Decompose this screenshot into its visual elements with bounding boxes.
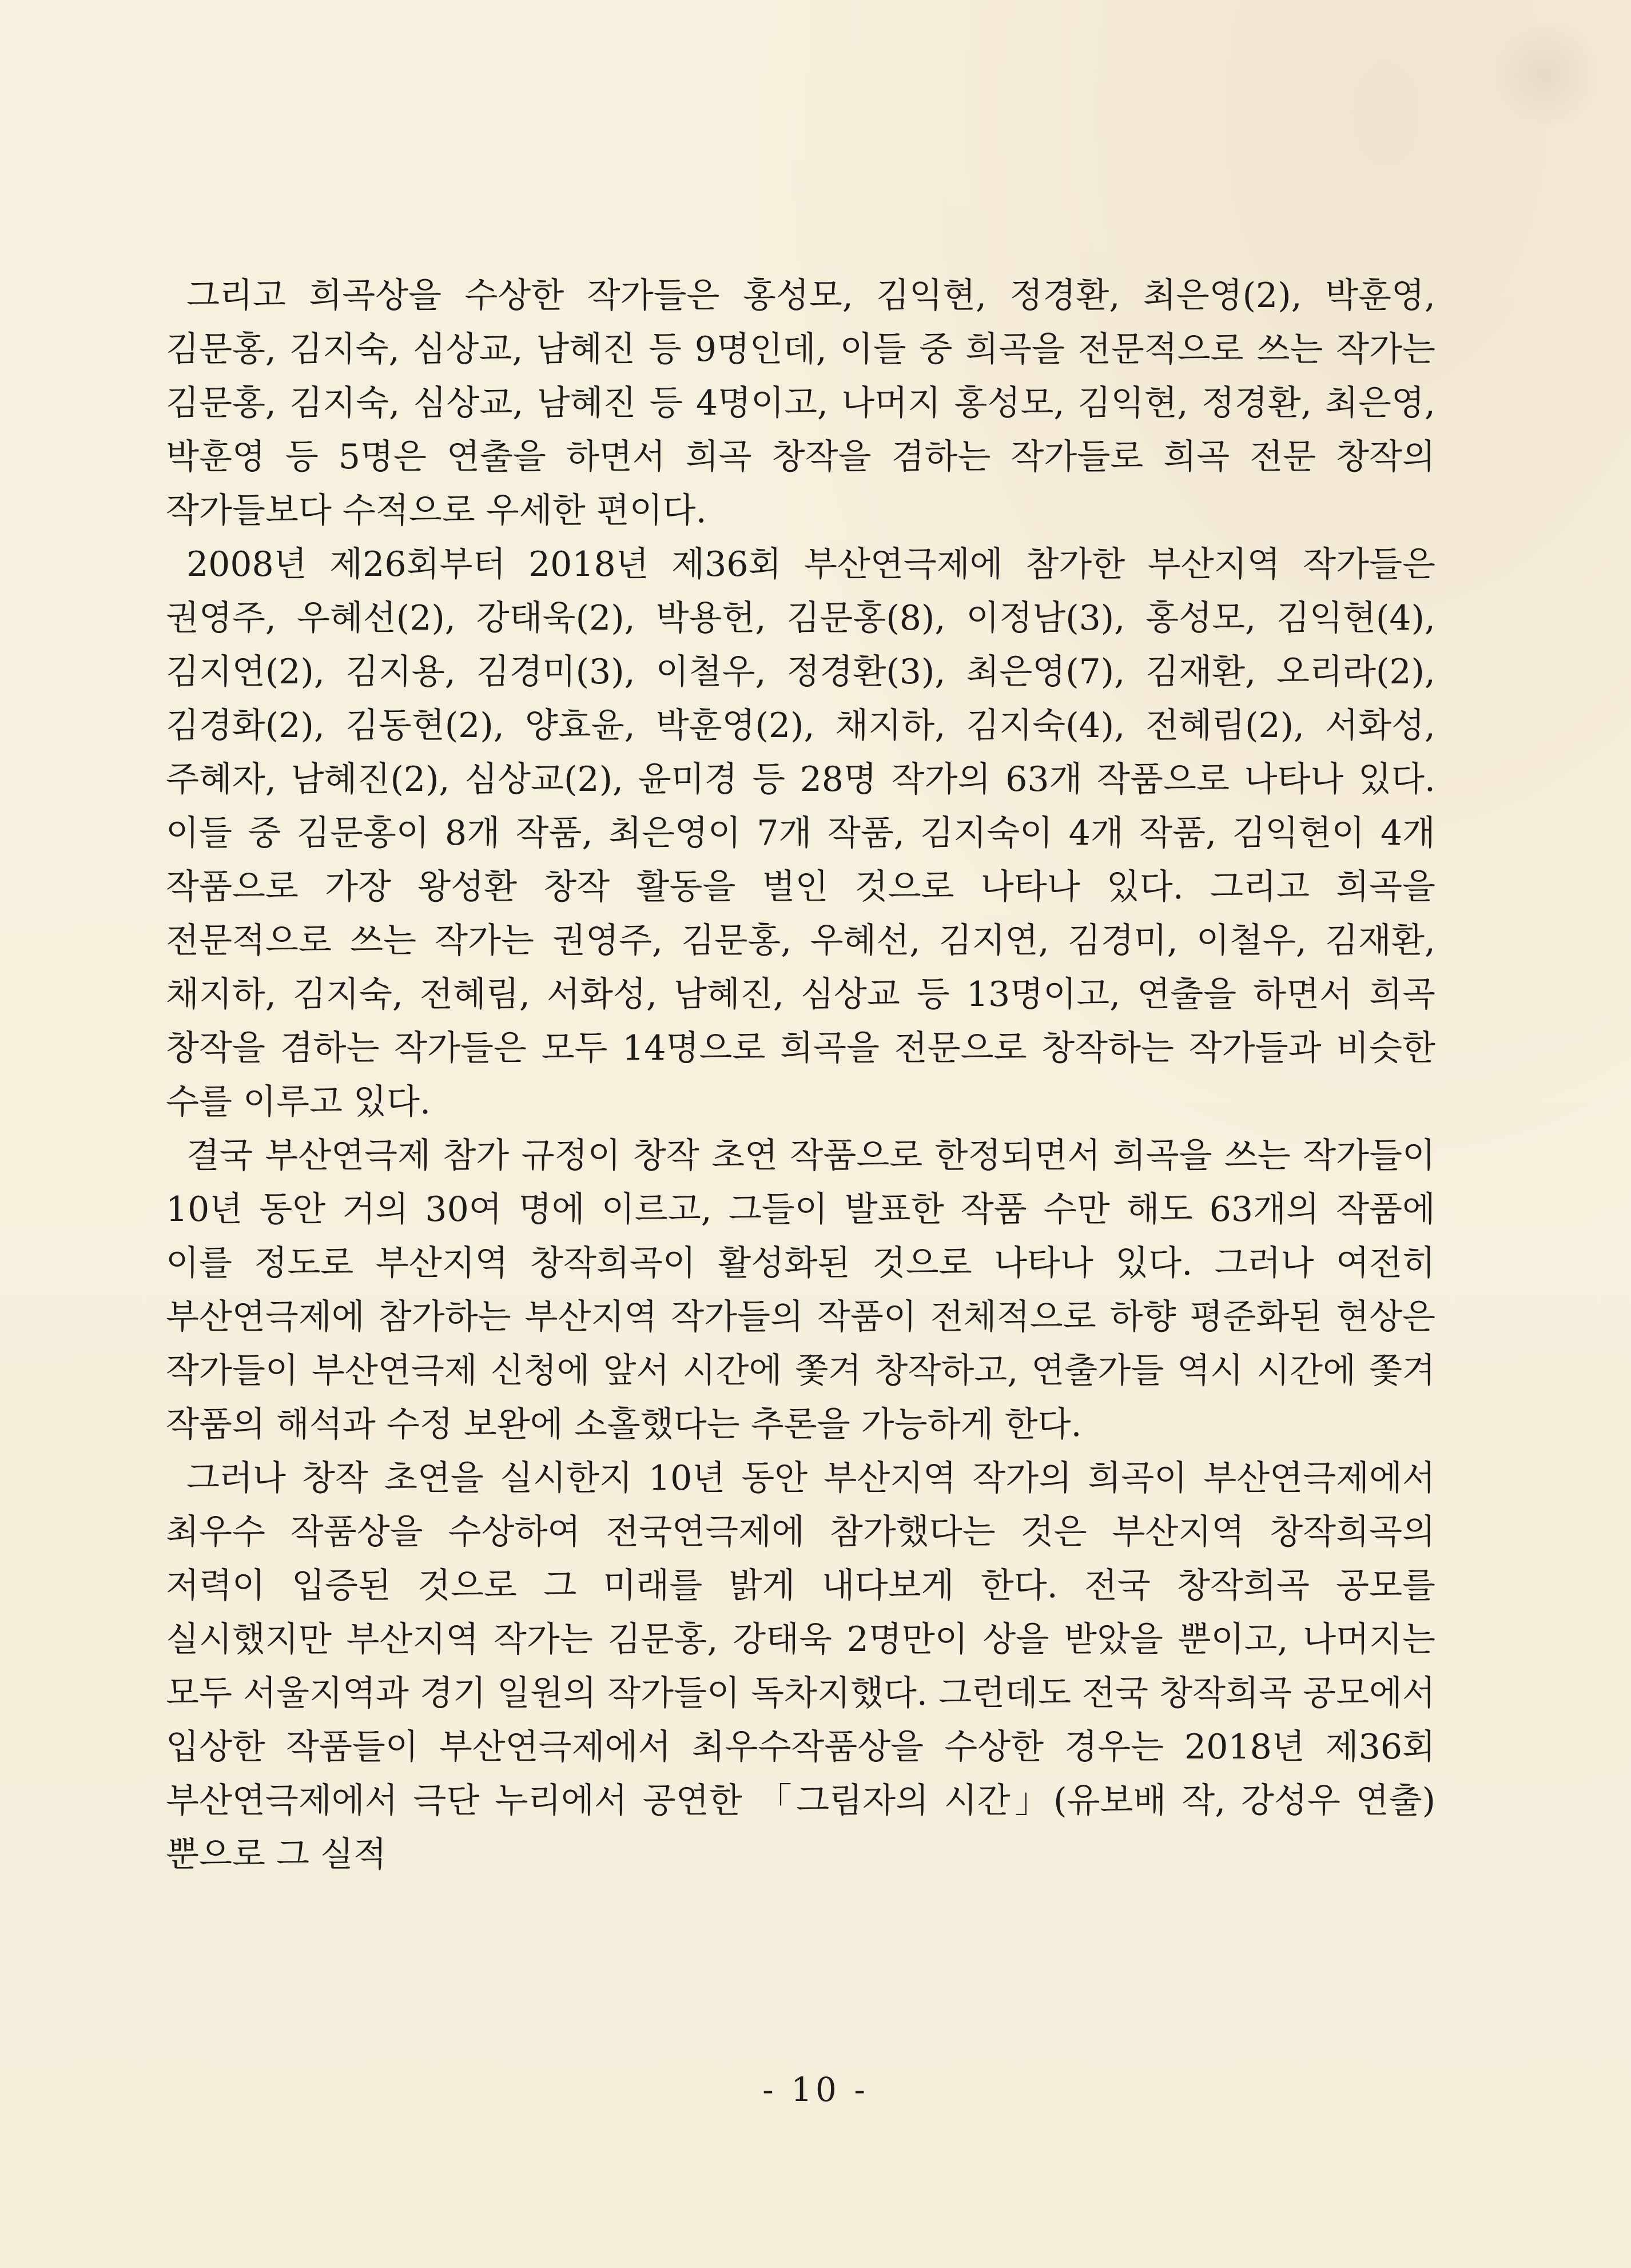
paper-stain: [1482, 23, 1608, 126]
paragraph-2: 2008년 제26회부터 2018년 제36회 부산연극제에 참가한 부산지역 작가들은 권영주, 우혜선(2), 강태욱(2), 박용헌, 김문홍(8), 이정남(3), 홍성모, 김익현(4), 김지연(2), 김지용, 김경미(3), 이철우, 정경환(3), 최은영(7), 김재환, 오리라(2), 김경화(2), 김동현(2), 양효윤, 박훈영(2), 채지하, 김지숙(4), 전혜림(2), 서화성, 주혜자, 남혜진(2), 심상교(2), 윤미경 등 28명 작가의 63개 작품으로 나타나 있다. 이들 중 김문홍이 8개 작품, 최은영이 7개 작품, 김지숙이 4개 작품, 김익현이 4개 작품으로 가장 왕성환 창작 활동을 벌인 것으로 나타나 있다. 그리고 희곡을 전문적으로 쓰는 작가는 권영주, 김문홍, 우혜선, 김지연, 김경미, 이철우, 김재환, 채지하, 김지숙, 전혜림, 서화성, 남혜진, 심상교 등 13명이고, 연출을 하면서 희곡 창작을 겸하는 작가들은 모두 14명으로 희곡을 전문으로 창작하는 작가들과 비슷한 수를 이루고 있다.: [166, 544, 1435, 1122]
body-text: [166, 269, 1435, 1881]
paragraph-3: 결국 부산연극제 참가 규정이 창작 초연 작품으로 한정되면서 희곡을 쓰는 작가들이 10년 동안 거의 30여 명에 이르고, 그들이 발표한 작품 수만 해도 63개의 작품에 이를 정도로 부산지역 창작희곡이 활성화된 것으로 나타나 있다. 그러나 여전히 부산연극제에 참가하는 부산지역 작가들의 작품이 전체적으로 하향 평준화된 현상은 작가들이 부산연극제 신청에 앞서 시간에 쫓겨 창작하고, 연출가들 역시 시간에 쫓겨 작품의 해석과 수정 보완에 소홀했다는 추론을 가능하게 한다.: [166, 1136, 1435, 1445]
paragraph-1: 그리고 희곡상을 수상한 작가들은 홍성모, 김익현, 정경환, 최은영(2), 박훈영, 김문홍, 김지숙, 심상교, 남혜진 등 9명인데, 이들 중 희곡을 전문적으로 쓰는 작가는 김문홍, 김지숙, 심상교, 남혜진 등 4명이고, 나머지 홍성모, 김익현, 정경환, 최은영, 박훈영 등 5명은 연출을 하면서 희곡 창작을 겸하는 작가들로 희곡 전문 창작의 작가들보다 수적으로 우세한 편이다.: [166, 276, 1435, 531]
page-number: - 10 -: [762, 2070, 869, 2109]
paragraph-4: 그러나 창작 초연을 실시한지 10년 동안 부산지역 작가의 희곡이 부산연극제에서 최우수 작품상을 수상하여 전국연극제에 참가했다는 것은 부산지역 창작희곡의 저력이 입증된 것으로 그 미래를 밝게 내다보게 한다. 전국 창작희곡 공모를 실시했지만 부산지역 작가는 김문홍, 강태욱 2명만이 상을 받았을 뿐이고, 나머지는 모두 서울지역과 경기 일원의 작가들이 독차지했다. 그런데도 전국 창작희곡 공모에서 입상한 작품들이 부산연극제에서 최우수작품상을 수상한 경우는 2018년 제36회 부산연극제에서 극단 누리에서 공연한 「그림자의 시간」(유보배 작, 강성우 연출)뿐으로 그 실적: [166, 1458, 1435, 1875]
